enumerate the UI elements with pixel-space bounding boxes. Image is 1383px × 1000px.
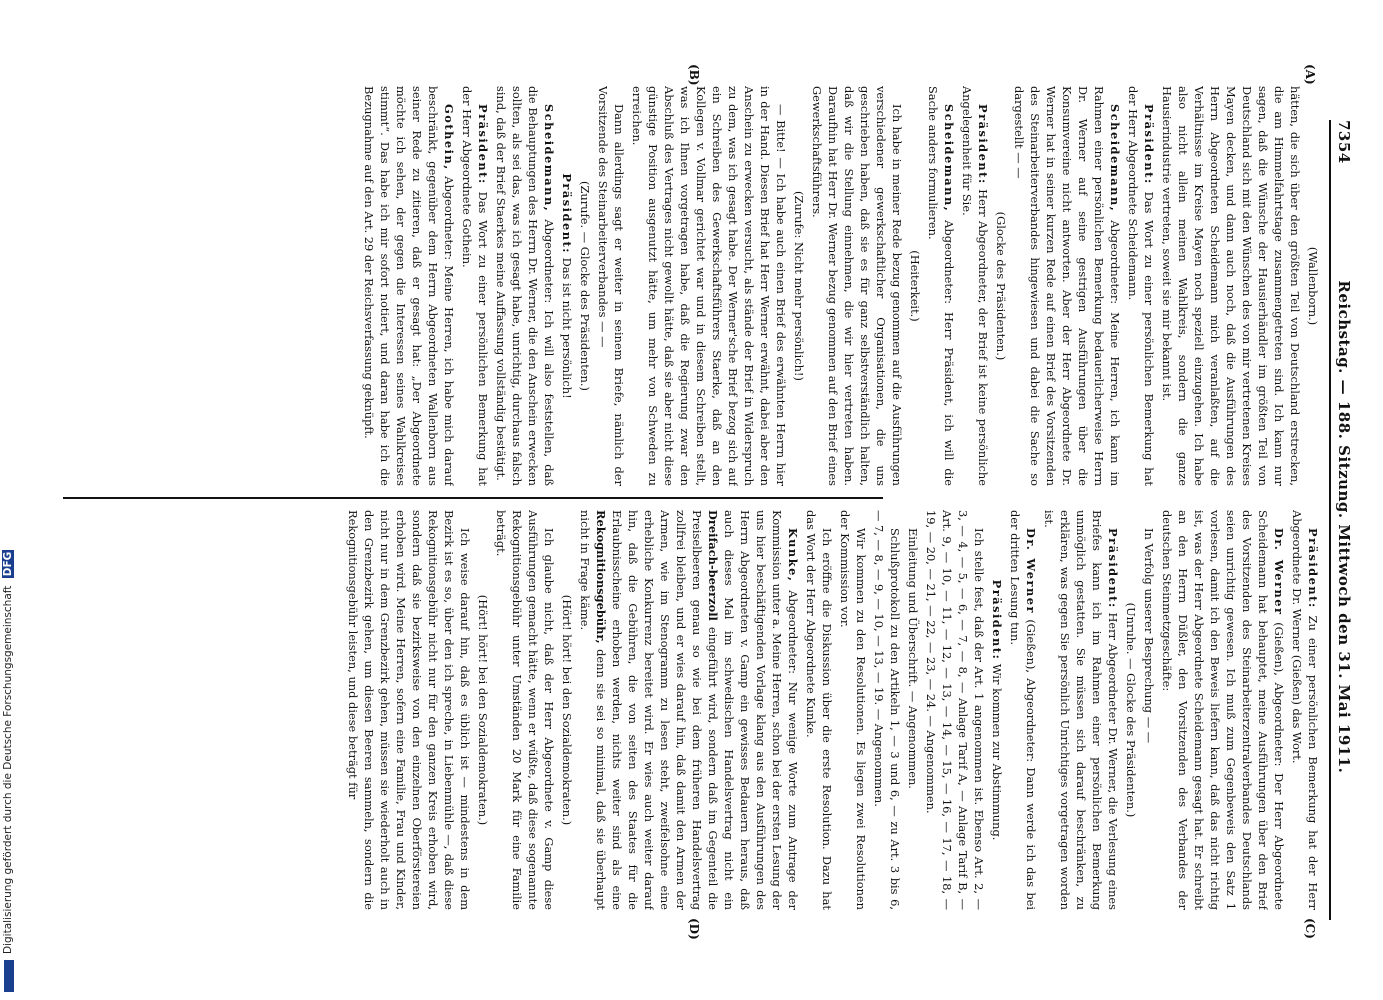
speaker-name: Kunke, xyxy=(786,528,800,583)
paragraph: Ich glaube nicht, daß der Herr Abgeordnete v. Gamp diese Ausführungen gemacht hätte, wenn er wüßte, daß diese sogenannte Rekognitionsgebühr unter Umständen 20 Mark für eine Familie beträgt. xyxy=(494,510,556,910)
speech-text: denn sie sei so minimal, daß sie überhaupt nicht in Frage käme. xyxy=(578,510,608,910)
speech-text: Zu einer persönlichen Bemerkung hat der Herr Abgeordnete Dr. Werner (Gießen) das Wort. xyxy=(1290,510,1320,910)
paragraph xyxy=(361,86,457,486)
credit-text: Digitalisierung gefördert durch die Deutsche Forschungsgemeinschaft xyxy=(2,585,14,954)
paragraph xyxy=(959,86,991,486)
paragraph xyxy=(1007,510,1039,910)
speech-text: Abgeordneter: Meine Herren, ich kann im Rahmen einer persönlichen Bemerkung bedauerlicherweise Herrn Dr. Werner auf seine gestrigen Ausführungen über die Konsumvereine nicht antworten. Aber der Herr Abgeordnete Dr. Werner hat in seiner kurzen Rede auf einen Brief des Vorsitzenden des Steinarbeiterverbandes hingewiesen und dabei die Sache so dargestellt — — xyxy=(1012,86,1122,486)
margin-marker-d: (D) xyxy=(687,918,701,940)
speech-text: Herr Abgeordneter Dr. Werner, die Verlesung eines Briefes kann ich im Rahmen einer persönlichen Bemerkung unmöglich gestatten. Sie müssen sich darauf beschränken, zu erklären, was gegen Sie persönlich Unrichtiges vorgetragen worden ist. xyxy=(1042,510,1120,910)
paragraph xyxy=(577,510,801,910)
stage-direction: (Unruhe. — Glocke des Präsidenten.) xyxy=(1124,602,1138,818)
dfg-logo xyxy=(4,960,14,992)
speaker-name: Dr. Werner xyxy=(1272,528,1286,616)
stage-direction: (Heiterkeit.) xyxy=(908,250,922,322)
speech-text: Das ist nicht persönlich! xyxy=(560,257,574,399)
paragraph xyxy=(1011,86,1123,486)
speech-text: Das Wort zu einer persönlichen Bemerkung hat der Herr Abgeordnete Gothein. xyxy=(460,86,490,486)
dfg-logo-text: DFG xyxy=(2,551,14,577)
paragraph xyxy=(1125,86,1157,486)
paragraph: Ich eröffne die Diskussion über die erste Resolution. Dazu hat das Wort der Herr Abgeordnete Kunke. xyxy=(804,510,834,910)
quote: In Verfolg unserer Besprechung — — xyxy=(1142,528,1156,744)
speech-text: Wir kommen zur Abstimmung. xyxy=(990,663,1004,841)
speech-text: (Gießen), Abgeordneter: Dann werde ich das bei der dritten Lesung tun. xyxy=(1008,510,1038,910)
left-column xyxy=(96,86,1321,486)
stage-direction: (Hört! hört! bei den Sozialdemokraten.) xyxy=(476,594,490,826)
paragraph xyxy=(1041,510,1121,910)
page-number: 7354 xyxy=(1335,120,1353,164)
margin-marker-b: (B) xyxy=(687,64,701,86)
paragraph xyxy=(559,86,575,486)
paragraph: Wir kommen zu den Resolutionen. Es liegen zwei Resolutionen der Kommission vor. xyxy=(838,510,868,910)
speaker-name: Präsident: xyxy=(476,104,490,185)
right-column xyxy=(96,510,1321,910)
speech-text: Abgeordneter: Ich will also feststellen, daß die Behauptungen des Herrn Dr. Werner, die den Anschein erwecken sollten, als sei das, was ich gesagt habe, unrichtig, durchaus falsch sind, daß der Brief Staerkes meine Auffassung vollständig bestätigt. xyxy=(494,86,556,486)
speaker-name: Präsident: xyxy=(976,104,990,185)
speech-text: Abgeordneter: Nur wenige Worte zum Antrage der Kommission unter a. Meine Herren, schon bei der ersten Lesung der uns hier beschäftigenden Vorlage klang aus den Ausführungen des Herrn Abgeordneten v. Gamp ein gewisses Bedauern heraus, daß auch dieses Mal im schwedischen Handelsvertrag nicht ein xyxy=(722,510,800,910)
speaker-name: Dr. Werner xyxy=(1024,528,1038,615)
speaker-name: Scheidemann, xyxy=(942,104,956,213)
paragraph: — Bitte! — Ich habe auch einen Brief des erwähnten Herrn hier in der Hand. Diesen Brief hat Herr Werner erwähnt, dabei aber den Anschein zu erwecken versucht, als stände der Brief in Widerspruch zu dem, was ich gesagt habe. Der Werner'sche Brief bezog sich auf ein Schreiben des Gewerkschaftsführers Staerke, daß an den Kollegen v. Vollmar gerichtet war und in diesem Schreiben stellt, was ich Ihnen vorgetragen habe, daß die Regierung zwar den Abschluß des Vertrages nicht gewollt hätte, daß sie aber nicht diese günstige Position ausgenutzt hätte, um mehr von Schweden zu erreichen. xyxy=(630,86,788,486)
speaker-name: Präsident: xyxy=(560,173,574,254)
paragraph: Dann allerdings sagt er weiter in seinem Briefe, nämlich der Vorsitzende des Steinarbeiterverbandes — — xyxy=(596,86,626,486)
paragraph: Ich habe in meiner Rede bezug genommen auf die Ausführungen verschiedener gewerkschaftlicher Organisationen, die uns geschrieben haben, daß sie es für ganz selbstverständlich halten, daß wir die Stellung einnehmen, die wir hier vertreten haben. Daraufhin hat Herr Dr. Werner bezug genommen auf den Brief eines Gewerkschaftsführers. xyxy=(810,86,904,486)
stage-direction: (Hört! hört! bei den Sozialdemokraten.) xyxy=(560,594,574,826)
emphasized-term: Rekognitionsgebühr, xyxy=(594,510,608,644)
speaker-name: Präsident: xyxy=(1306,528,1320,609)
speech-text: (Gießen), Abgeordneter: Der Herr Abgeordnete Scheidemann hat behauptet, meine Ausführungen über den Brief des Vorsitzenden des Steinarbeiterzentralverbandes Deutschlands seien unrichtig gewesen. Ich muß zum Gegenbeweis den Satz 1 vorlesen, damit ich den Beweis liefern kann, daß das nicht richtig ist, was der Herr Abgeordnete Scheidemann gesagt hat. Er schreibt an den Herrn Düßler, den Vorsitzenden des Verbandes der deutschen Steinmetzgeschäfte: xyxy=(1160,510,1286,910)
digitization-credit xyxy=(2,550,14,954)
speaker-name: Präsident: xyxy=(990,579,1004,661)
speaker-name: Scheidemann, xyxy=(1108,104,1122,213)
speech-text: eingeführt wird, sondern daß im Gegenteil die Preiselbeeren genau so wie bei dem früheren Handelsvertrag zollfrei bleiben, und er wies darauf hin, daß damit den Armen der Armen, wie im Stenogramm zu lesen steht, zweifelsohne eine erhebliche Konkurrenz bereitet wird. Er wies auch weiter darauf hin, daß die Gebühren, die von seiten des Staates für die Erlaubnisscheine erhoben werden, nichts weiter sind als eine xyxy=(610,510,720,910)
paragraph xyxy=(925,86,957,486)
stage-direction: (Zurufe: Nicht mehr persönlich!) xyxy=(792,191,806,381)
paragraph: Schlußprotokoll zu den Artikeln 1, — 3 und 6, — zu Art. 3 bis 6, — 7, — 8, — 9, — 10, — 13, — 19. — Angenommen. xyxy=(872,510,902,910)
paragraph xyxy=(1159,510,1287,910)
speech-text: Das Wort zu einer persönlichen Bemerkung hat der Herr Abgeordnete Scheidemann. xyxy=(1126,86,1156,486)
paragraph: hätten, die sich über den größten Teil von Deutschland erstrecken, die am Himmelfahrtstage zusammengetreten sind. Ich kann nur sagen, daß die Wünsche der Hausierhändler im größten Teil von Deutschland sich mit den Wünschen des von mir vertretenen Kreises Mayen decken, und dann auch noch, daß die Ausführungen des Herrn Abgeordneten Scheidemann mich veranlaßten, auf die Verhältnisse im Kreise Mayen noch speziell einzugehen. Ich habe also nicht allein meinen Wahlkreis, sondern die ganze Hausierindustrie vertreten, soweit sie mir bekannt ist. xyxy=(1160,86,1302,486)
stage-direction: (Zurufe. — Glocke des Präsidenten.) xyxy=(578,181,592,391)
speaker-name: Gothein, xyxy=(442,104,456,171)
speaker-name: Scheidemann, xyxy=(542,104,556,213)
paragraph xyxy=(459,86,491,486)
paragraph: Ich weise darauf hin, daß es üblich ist — mindestens in dem Bezirk ist es so, über den ich spreche, in Liebenmühle —, daß diese Rekognitionsgebühr nicht nur für den ganzen Kreis erhoben wird, sondern daß sie bezirksweise von den einzelnen Oberförstereien erhoben wird. Meine Herren, sofern eine Familie, Frau und Kinder, nicht nur in dem Grenzbezirk gehen, müssen sie wiederholt auch in den Grenzbezirk gehen, um diesen Beeren sammeln, sondern die Rekognitionsgebühr leisten, und diese beträgt für xyxy=(346,510,472,910)
speech-text: Abgeordneter: Meine Herren, ich habe mich darauf beschränkt, gegenüber dem Herrn Abgeordneten Wallenborn aus seiner Rede zu zitieren, daß er gesagt hat: „Der Abgeordnete möchte ich sehen, der gegen die Interessen seines Wahlkreises stimmt“. Das habe ich mir sofort notiert, und daran habe ich die Bezugnahme auf den Art. 29 der Reichsverfassung geknüpft. xyxy=(362,86,456,486)
stage-direction: (Glocke des Präsidenten.) xyxy=(994,211,1008,361)
paragraph xyxy=(1289,510,1321,910)
speech-text: Herr Abgeordneter, der Brief ist keine persönliche Angelegenheit für Sie. xyxy=(960,86,990,486)
speaker-continuation: (Wallenborn.) xyxy=(1306,246,1320,326)
running-title: Reichstag. — 188. Sitzung. Mittwoch den 31. Mai 1911. xyxy=(1335,280,1353,774)
speech-text: Abgeordneter: Herr Präsident, ich will die Sache anders formulieren. xyxy=(926,86,956,486)
paragraph xyxy=(493,86,557,486)
paragraph: Einleitung und Überschrift. — Angenommen. xyxy=(906,528,920,789)
speaker-name: Präsident: xyxy=(1106,528,1120,609)
page-header xyxy=(1329,120,1363,920)
paragraph xyxy=(989,510,1005,910)
margin-marker-a: (A) xyxy=(1303,64,1317,85)
speaker-name: Präsident: xyxy=(1142,104,1156,185)
paragraph: Ich stelle fest, daß der Art. 1 angenommen ist. Ebenso Art. 2, — 3, — 4, — 5, — 6, — 7, — 8, — Anlage Tarif A, — Anlage Tarif B, — Art. 9, — 10, — 11, — 12, — 13, — 14, — 15, — 16, — 17, — 18, — 19, — 20, — 21, — 22, — 23, — 24. — Angenommen. xyxy=(924,510,986,910)
margin-marker-c: (C) xyxy=(1303,918,1317,939)
column-divider xyxy=(63,497,883,499)
emphasized-term: Dreifach-beerzoll xyxy=(706,510,720,621)
